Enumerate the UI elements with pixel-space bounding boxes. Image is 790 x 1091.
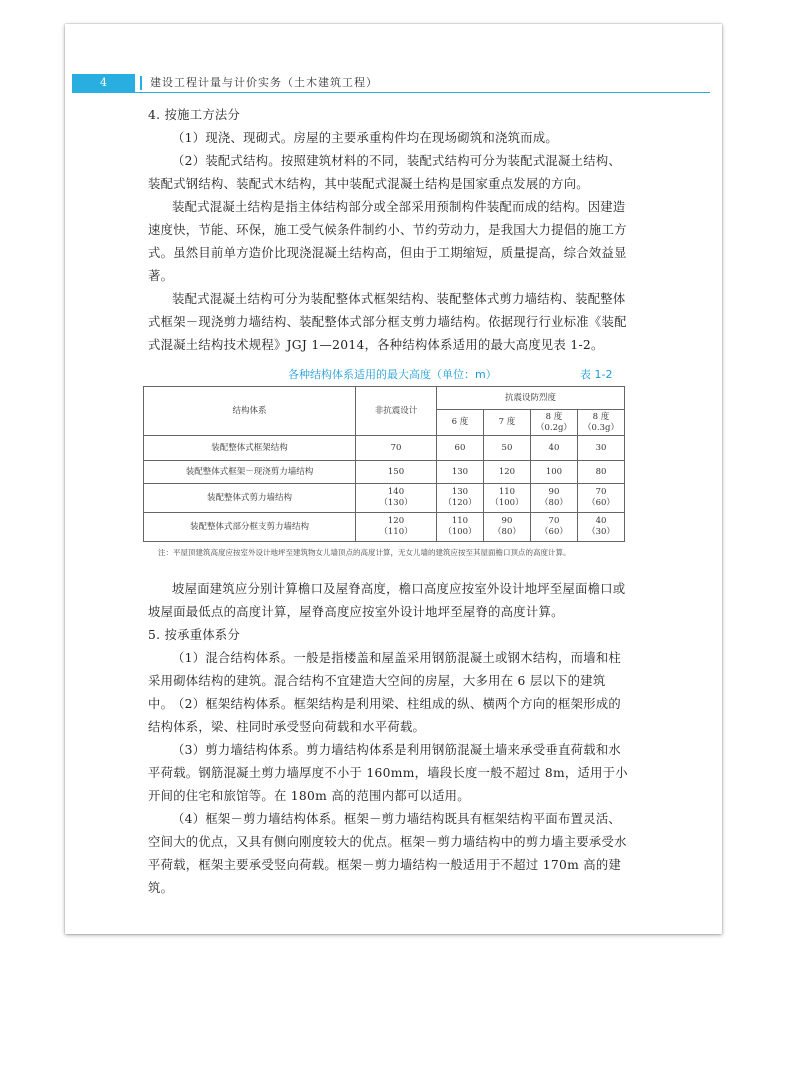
- table-title: 各种结构体系适用的最大高度（单位：m）: [288, 368, 497, 381]
- table-cell: 80: [577, 461, 624, 484]
- table-cell: 110 （100）: [483, 484, 530, 513]
- section-heading-5: 5. 按承重体系分: [148, 628, 241, 642]
- max-height-table: [143, 386, 625, 542]
- paragraph: （1）现浇、现砌式。房屋的主要承重构件均在现场砌筑和浇筑而成。: [172, 131, 559, 145]
- table-cell: 40: [530, 436, 577, 461]
- table-caption: [150, 366, 616, 382]
- table-cell: 30: [577, 436, 624, 461]
- table-cell: 110 （100）: [436, 513, 483, 542]
- table-cell: 130: [436, 461, 483, 484]
- paragraph: 坡屋面建筑应分别计算檐口及屋脊高度，檐口高度应按室外设计地坪至屋面檐口或坡屋面最低点的高度计算，屋脊高度应按室外设计地坪至屋脊的高度计算。: [148, 582, 626, 619]
- table-row: [144, 513, 625, 542]
- table-row: [144, 461, 625, 484]
- header-divider: [140, 76, 142, 90]
- row-label: 装配整体式部分框支剪力墙结构: [144, 513, 356, 542]
- header-cell: 6 度: [436, 410, 483, 436]
- row-label: 装配整体式框架－现浇剪力墙结构: [144, 461, 356, 484]
- table-cell: 40 （30）: [577, 513, 624, 542]
- paragraph: （2）装配式结构。按照建筑材料的不同，装配式结构可分为装配式混凝土结构、装配式钢结构、装配式木结构，其中装配式混凝土结构是国家重点发展的方向。: [148, 154, 622, 191]
- table-cell: 90 （80）: [483, 513, 530, 542]
- header-cell: 7 度: [483, 410, 530, 436]
- table-cell: 100: [530, 461, 577, 484]
- table-cell: 50: [483, 436, 530, 461]
- table-cell: 60: [436, 436, 483, 461]
- table-cell: 140 （130）: [356, 484, 437, 513]
- header-cell: 抗震设防烈度: [436, 387, 624, 410]
- paragraph: （3）剪力墙结构体系。剪力墙结构体系是利用钢筋混凝土墙来承受垂直荷载和水平荷载。钢筋混凝土剪力墙厚度不小于 160mm，墙段长度一般不超过 8m，适用于小开间的住宅和旅馆等。在 180m 高的范围内都可以适用。: [148, 743, 628, 803]
- header-cell: 8 度 （0.3g）: [577, 410, 624, 436]
- table-cell: 90 （80）: [530, 484, 577, 513]
- table-cell: 150: [356, 461, 437, 484]
- header-rule: [72, 92, 710, 93]
- book-title: 建设工程计量与计价实务（土木建筑工程）: [150, 76, 378, 89]
- table-cell: 70 （60）: [530, 513, 577, 542]
- table-cell: 120: [483, 461, 530, 484]
- table-row: [144, 484, 625, 513]
- running-header: [72, 74, 710, 92]
- table-cell: 130 （120）: [436, 484, 483, 513]
- paragraph: （4）框架－剪力墙结构体系。框架－剪力墙结构既具有框架结构平面布置灵活、空间大的优点，又具有侧向刚度较大的优点。框架－剪力墙结构中的剪力墙主要承受水平荷载，框架主要承受竖向荷载。框架－剪力墙结构一般适用于不超过 170m 高的建筑。: [148, 812, 627, 895]
- row-label: 装配整体式框架结构: [144, 436, 356, 461]
- paragraph: 装配式混凝土结构可分为装配整体式框架结构、装配整体式剪力墙结构、装配整体式框架－现浇剪力墙结构、装配整体式部分框支剪力墙结构。依据现行行业标准《装配式混凝土结构技术规程》JGJ 1—2014，各种结构体系适用的最大高度见表 1-2。: [148, 292, 627, 352]
- page-number: 4: [100, 76, 107, 89]
- table-cell: 70: [356, 436, 437, 461]
- header-cell: 非抗震设计: [356, 387, 437, 436]
- table-note: 注：平屋顶建筑高度应按室外设计地坪至建筑物女儿墙顶点的高度计算，无女儿墙的建筑应按至其屋面檐口顶点的高度计算。: [158, 548, 571, 557]
- paragraph: （1）混合结构体系。一般是指楼盖和屋盖采用钢筋混凝土或钢木结构，而墙和柱采用砌体结构的建筑。混合结构不宜建造大空间的房屋，大多用在 6 层以下的建筑中。: [148, 651, 622, 711]
- table-cell: 120 （110）: [356, 513, 437, 542]
- table-number: 表 1-2: [580, 368, 613, 381]
- header-cell: 结构体系: [144, 387, 356, 436]
- section-heading-4: 4. 按施工方法分: [148, 108, 241, 122]
- header-cell: 8 度 （0.2g）: [530, 410, 577, 436]
- table-cell: 70 （60）: [577, 484, 624, 513]
- paragraph: 装配式混凝土结构是指主体结构部分或全部采用预制构件装配而成的结构。因建造速度快，节能、环保，施工受气候条件制约小、节约劳动力，是我国大力提倡的施工方式。虽然目前单方造价比现浇混凝土结构高，但由于工期缩短，质量提高，综合效益显著。: [148, 200, 627, 283]
- table-row: [144, 436, 625, 461]
- paragraph: （2）框架结构体系。框架结构是利用梁、柱组成的纵、横两个方向的框架形成的结构体系，梁、柱同时承受竖向荷载和水平荷载。: [148, 697, 622, 734]
- row-label: 装配整体式剪力墙结构: [144, 484, 356, 513]
